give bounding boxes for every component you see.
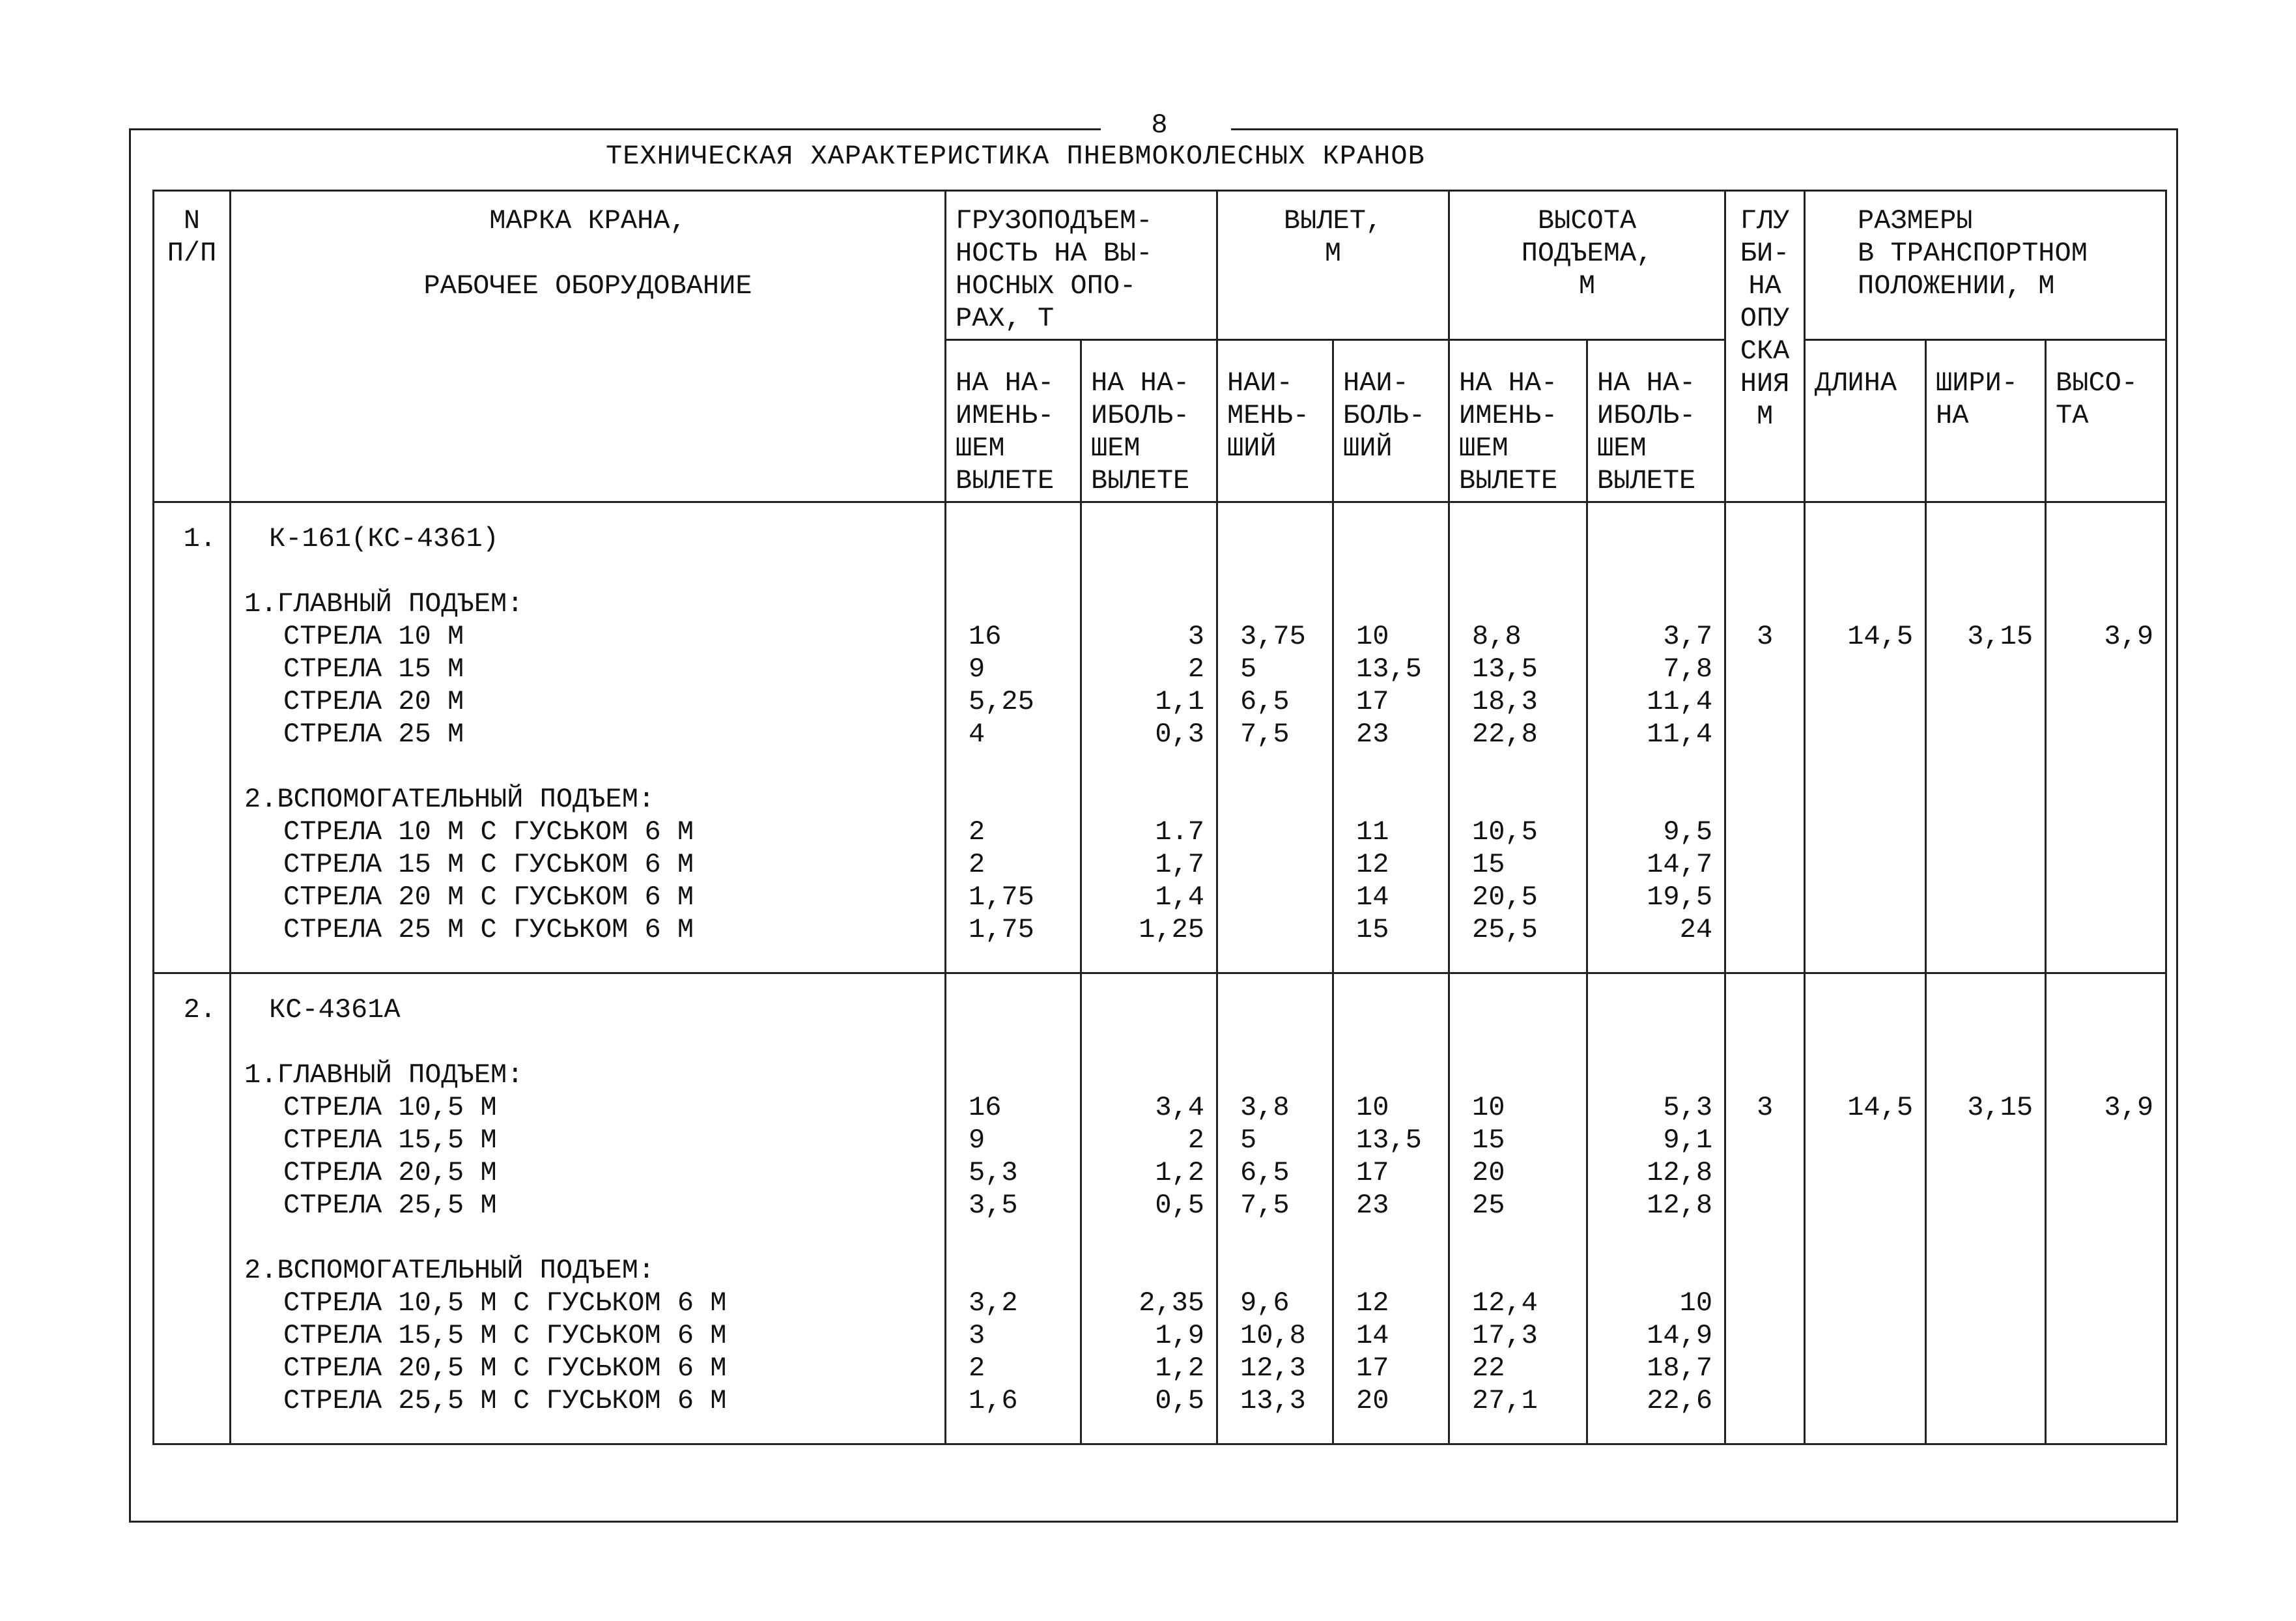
boom-label: СТРЕЛА 25 М	[283, 719, 464, 750]
reach-max-value: 12	[1356, 1287, 1389, 1319]
header-line: РАХ, Т	[956, 303, 1055, 334]
cap-min-value: 2	[969, 849, 985, 880]
length-value: 14,5	[1847, 621, 1914, 652]
crane-number-text: 2.	[183, 994, 216, 1026]
height-min-cell	[1449, 973, 1587, 1444]
crane-number	[154, 502, 231, 973]
header-line: МЕНЬ-	[1227, 400, 1310, 431]
header-line: ПОДЪЕМА,	[1521, 238, 1653, 269]
height-max-value: 3,7	[1663, 621, 1713, 652]
height-max-value: 19,5	[1647, 882, 1713, 913]
reach-max-value: 10	[1356, 621, 1389, 652]
header-line: М	[1324, 238, 1342, 269]
cap-min-value: 5,25	[969, 686, 1034, 717]
reach-max-value: 23	[1356, 719, 1389, 750]
header-line: ШИЙ	[1343, 433, 1393, 464]
reach-max-value: 15	[1356, 914, 1389, 945]
height-max-value: 10	[1679, 1287, 1713, 1319]
reach-min-cell	[1217, 973, 1333, 1444]
header-line: ШЕМ	[1597, 433, 1647, 464]
reach-max-value: 23	[1356, 1190, 1389, 1221]
height-max-value: 14,7	[1647, 849, 1713, 880]
header-line: РАЗМЕРЫ	[1858, 205, 1973, 237]
reach-max-value: 12	[1356, 849, 1389, 880]
crane-spec-table	[152, 190, 2167, 1445]
boom-label: СТРЕЛА 15 М	[283, 653, 464, 685]
reach-min-value	[1240, 913, 1332, 946]
cap-min-value: 2	[969, 816, 985, 848]
header-line: ВЫСОТА	[1537, 205, 1637, 237]
header-line: ОПУ	[1740, 303, 1790, 334]
header-line: ВЫЛЕТ,	[1283, 205, 1383, 237]
height-max-value: 18,7	[1647, 1353, 1713, 1384]
transport-height-cell	[2046, 973, 2166, 1444]
boom-label: СТРЕЛА 25 М С ГУСЬКОМ 6 М	[283, 914, 694, 945]
reach-min-value: 5	[1240, 653, 1257, 685]
height-max-value: 12,8	[1647, 1157, 1713, 1188]
height-min-value: 10,5	[1472, 816, 1538, 848]
cap-min-value: 3	[969, 1320, 985, 1351]
main-lift-label: 1.ГЛАВНЫЙ ПОДЪЕМ:	[244, 588, 524, 620]
boom-label: СТРЕЛА 10 М	[283, 621, 464, 652]
header-line: ГЛУ	[1740, 205, 1790, 237]
reach-min-value: 5	[1240, 1125, 1257, 1156]
reach-min-value: 10,8	[1240, 1320, 1306, 1351]
transport-height-cell	[2046, 502, 2166, 973]
reach-min-value: 12,3	[1240, 1353, 1306, 1384]
crane-description	[231, 502, 946, 973]
height-min-cell	[1449, 502, 1587, 973]
height-max-value: 9,5	[1663, 816, 1713, 848]
cap-max-value: 2	[1187, 1125, 1205, 1156]
height-min-value: 15	[1472, 1125, 1505, 1156]
hdr-width	[1926, 340, 2046, 502]
header-line: ШИРИ-	[1936, 367, 2019, 399]
boom-label: СТРЕЛА 10,5 М С ГУСЬКОМ 6 М	[283, 1287, 727, 1319]
hdr-dheight	[2046, 340, 2166, 502]
cap-max-value: 1,2	[1155, 1353, 1205, 1384]
header-line: ДЛИНА	[1815, 367, 1897, 399]
crane-row	[154, 973, 2166, 1444]
reach-min-value	[1240, 881, 1332, 913]
crane-number-text: 1.	[183, 523, 216, 554]
reach-max-value: 10	[1356, 1092, 1389, 1123]
height-max-value: 7,8	[1663, 653, 1713, 685]
reach-min-value: 9,6	[1240, 1287, 1290, 1319]
header-line: НА НА-	[956, 367, 1055, 399]
cap-min-value: 9	[969, 653, 985, 685]
height-max-value: 5,3	[1663, 1092, 1713, 1123]
hdr-capacity	[946, 191, 1217, 340]
header-line: ПОЛОЖЕНИИ, М	[1858, 270, 2055, 302]
hdr-reach	[1217, 191, 1449, 340]
cap-max-value: 1,4	[1155, 882, 1205, 913]
header-line: ШИЙ	[1227, 433, 1277, 464]
header-line: ВЫСО-	[2056, 367, 2138, 399]
reach-max-value: 14	[1356, 1320, 1389, 1351]
header-line: ШЕМ	[1459, 433, 1509, 464]
header-line: НАИ-	[1343, 367, 1409, 399]
cap-max-value: 1,2	[1155, 1157, 1205, 1188]
reach-min-value	[1240, 848, 1332, 881]
cap-max-value: 1.7	[1155, 816, 1205, 848]
height-max-value: 22,6	[1647, 1385, 1713, 1416]
reach-max-value: 17	[1356, 1353, 1389, 1384]
cap-min-value: 16	[969, 1092, 1002, 1123]
header-line: ИМЕНЬ-	[956, 400, 1055, 431]
header-line: ИБОЛЬ-	[1597, 400, 1696, 431]
reach-min-value: 3,8	[1240, 1092, 1290, 1123]
height-min-value: 22	[1472, 1353, 1505, 1384]
hdr-height	[1449, 191, 1725, 340]
header-line: БОЛЬ-	[1343, 400, 1426, 431]
height-max-value: 11,4	[1647, 686, 1713, 717]
boom-label: СТРЕЛА 20,5 М С ГУСЬКОМ 6 М	[283, 1353, 727, 1384]
cap-min-value: 3,5	[969, 1190, 1018, 1221]
header-line: НА НА-	[1091, 367, 1190, 399]
height-min-value: 15	[1472, 849, 1505, 880]
reach-min-value	[1240, 816, 1332, 848]
cap-min-cell	[946, 973, 1081, 1444]
hdr-depth	[1725, 191, 1805, 502]
reach-min-value: 7,5	[1240, 719, 1290, 750]
cap-max-cell	[1081, 973, 1217, 1444]
height-max-value: 11,4	[1647, 719, 1713, 750]
reach-min-value: 7,5	[1240, 1190, 1290, 1221]
cap-max-value: 1,25	[1139, 914, 1205, 945]
header-row-1	[154, 191, 2166, 340]
header-line: НОСТЬ НА ВЫ-	[956, 238, 1153, 269]
hdr-num	[154, 191, 231, 502]
header-line: М	[1756, 401, 1774, 432]
reach-max-value: 17	[1356, 686, 1389, 717]
header-line: ШЕМ	[1091, 433, 1141, 464]
header-line: НОСНЫХ ОПО-	[956, 270, 1137, 302]
boom-label: СТРЕЛА 10,5 М	[283, 1092, 497, 1123]
header-line: М	[1578, 270, 1596, 302]
hdr-mark	[231, 191, 946, 502]
header-line: НА	[1936, 400, 1969, 431]
depth-value: 3	[1756, 1092, 1774, 1123]
cap-max-value: 0,3	[1155, 719, 1205, 750]
length-value: 14,5	[1847, 1092, 1914, 1123]
cap-max-value: 3,4	[1155, 1092, 1205, 1123]
height-max-cell	[1587, 502, 1725, 973]
cap-max-value: 0,5	[1155, 1190, 1205, 1221]
header-line: НИЯ	[1740, 368, 1790, 399]
header-line: ВЫЛЕТЕ	[1597, 465, 1696, 496]
reach-min-value: 13,3	[1240, 1385, 1306, 1416]
header-line: ГРУЗОПОДЪЕМ-	[956, 205, 1153, 237]
cap-max-value: 2	[1187, 653, 1205, 685]
depth-value: 3	[1756, 621, 1774, 652]
height-max-value: 14,9	[1647, 1320, 1713, 1351]
aux-lift-label: 2.ВСПОМОГАТЕЛЬНЫЙ ПОДЪЕМ:	[244, 784, 655, 815]
length-cell	[1805, 502, 1926, 973]
depth-cell	[1725, 973, 1805, 1444]
reach-min-value: 3,75	[1240, 621, 1306, 652]
hdr-h-min	[1449, 340, 1587, 502]
hdr-h-max	[1587, 340, 1725, 502]
height-min-value: 10	[1472, 1092, 1505, 1123]
cap-min-value: 2	[969, 1353, 985, 1384]
cap-min-cell	[946, 502, 1081, 973]
header-line: ВЫЛЕТЕ	[1091, 465, 1190, 496]
table-body	[154, 502, 2166, 1444]
boom-label: СТРЕЛА 15 М С ГУСЬКОМ 6 М	[283, 849, 694, 880]
boom-label: СТРЕЛА 15,5 М	[283, 1125, 497, 1156]
height-min-value: 13,5	[1472, 653, 1538, 685]
height-min-value: 18,3	[1472, 686, 1538, 717]
width-cell	[1926, 973, 2046, 1444]
width-cell	[1926, 502, 2046, 973]
reach-max-value: 13,5	[1356, 653, 1422, 685]
header-line: ШЕМ	[956, 433, 1005, 464]
reach-min-value: 6,5	[1240, 1157, 1290, 1188]
height-min-value: 20,5	[1472, 882, 1538, 913]
reach-max-value: 11	[1356, 816, 1389, 848]
header-line: НА	[1748, 270, 1781, 302]
height-max-value: 9,1	[1663, 1125, 1713, 1156]
transport-height-value: 3,9	[2104, 1092, 2154, 1123]
header-line: НА НА-	[1597, 367, 1696, 399]
height-max-cell	[1587, 973, 1725, 1444]
cap-max-value: 3	[1187, 621, 1205, 652]
cap-min-value: 5,3	[969, 1157, 1018, 1188]
width-value: 3,15	[1967, 621, 2034, 652]
hdr-length	[1805, 340, 1926, 502]
cap-min-value: 3,2	[969, 1287, 1018, 1319]
header-line: СКА	[1740, 336, 1790, 367]
height-min-value: 25,5	[1472, 914, 1538, 945]
boom-label: СТРЕЛА 20 М С ГУСЬКОМ 6 М	[283, 882, 694, 913]
cap-max-value: 2,35	[1139, 1287, 1205, 1319]
height-min-value: 22,8	[1472, 719, 1538, 750]
depth-cell	[1725, 502, 1805, 973]
boom-label: СТРЕЛА 15,5 М С ГУСЬКОМ 6 М	[283, 1320, 727, 1351]
width-value: 3,15	[1967, 1092, 2034, 1123]
reach-min-cell	[1217, 502, 1333, 973]
header-line: НАИ-	[1227, 367, 1293, 399]
cap-min-value: 1,75	[969, 914, 1034, 945]
cap-min-value: 16	[969, 621, 1002, 652]
boom-label: СТРЕЛА 20 М	[283, 686, 464, 717]
table-title: ТЕХНИЧЕСКАЯ ХАРАКТЕРИСТИКА ПНЕВМОКОЛЕСНЫХ КРАНОВ	[606, 141, 1425, 172]
crane-row	[154, 502, 2166, 973]
cap-max-value: 1,1	[1155, 686, 1205, 717]
height-min-value: 27,1	[1472, 1385, 1538, 1416]
hdr-dims	[1805, 191, 2166, 340]
cap-min-value: 1,6	[969, 1385, 1018, 1416]
page-number: 8	[1151, 109, 1168, 141]
header-line: РАБОЧЕЕ ОБОРУДОВАНИЕ	[423, 270, 752, 302]
length-cell	[1805, 973, 1926, 1444]
reach-max-value: 14	[1356, 882, 1389, 913]
crane-model: К-161(КС-4361)	[269, 523, 499, 554]
header-line: БИ-	[1740, 238, 1790, 269]
header-line: НА НА-	[1459, 367, 1558, 399]
height-min-value: 8,8	[1472, 621, 1522, 652]
boom-label: СТРЕЛА 25,5 М С ГУСЬКОМ 6 М	[283, 1385, 727, 1416]
cap-min-value: 1,75	[969, 882, 1034, 913]
main-lift-label: 1.ГЛАВНЫЙ ПОДЪЕМ:	[244, 1059, 524, 1091]
cap-min-value: 4	[969, 719, 985, 750]
header-line: ИБОЛЬ-	[1091, 400, 1190, 431]
cap-max-value: 1,7	[1155, 849, 1205, 880]
cap-max-value: 0,5	[1155, 1385, 1205, 1416]
boom-label: СТРЕЛА 10 М С ГУСЬКОМ 6 М	[283, 816, 694, 848]
hdr-reach-max	[1333, 340, 1449, 502]
reach-max-value: 13,5	[1356, 1125, 1422, 1156]
header-line	[231, 237, 944, 270]
header-line: ИМЕНЬ-	[1459, 400, 1558, 431]
cap-max-value: 1,9	[1155, 1320, 1205, 1351]
reach-min-value: 6,5	[1240, 686, 1290, 717]
transport-height-value: 3,9	[2104, 621, 2154, 652]
height-min-value: 17,3	[1472, 1320, 1538, 1351]
cap-max-cell	[1081, 502, 1217, 973]
height-min-value: 25	[1472, 1190, 1505, 1221]
aux-lift-label: 2.ВСПОМОГАТЕЛЬНЫЙ ПОДЪЕМ:	[244, 1255, 655, 1286]
crane-number	[154, 973, 231, 1444]
hdr-cap-max	[1081, 340, 1217, 502]
header-line: ВЫЛЕТЕ	[1459, 465, 1558, 496]
header-line: N	[183, 205, 201, 237]
header-line: ТА	[2056, 400, 2089, 431]
reach-max-value: 20	[1356, 1385, 1389, 1416]
height-min-value: 12,4	[1472, 1287, 1538, 1319]
header-line: В ТРАНСПОРТНОМ	[1858, 238, 2088, 269]
height-min-value: 20	[1472, 1157, 1505, 1188]
boom-label: СТРЕЛА 20,5 М	[283, 1157, 497, 1188]
header-line: МАРКА КРАНА,	[489, 205, 687, 237]
header-line: П/П	[167, 238, 217, 269]
cap-min-value: 9	[969, 1125, 985, 1156]
reach-max-cell	[1333, 973, 1449, 1444]
crane-description	[231, 973, 946, 1444]
reach-max-cell	[1333, 502, 1449, 973]
boom-label: СТРЕЛА 25,5 М	[283, 1190, 497, 1221]
hdr-reach-min	[1217, 340, 1333, 502]
hdr-cap-min	[946, 340, 1081, 502]
reach-max-value: 17	[1356, 1157, 1389, 1188]
crane-model: КС-4361А	[269, 994, 401, 1026]
height-max-value: 12,8	[1647, 1190, 1713, 1221]
header-line: ВЫЛЕТЕ	[956, 465, 1055, 496]
height-max-value: 24	[1679, 914, 1713, 945]
